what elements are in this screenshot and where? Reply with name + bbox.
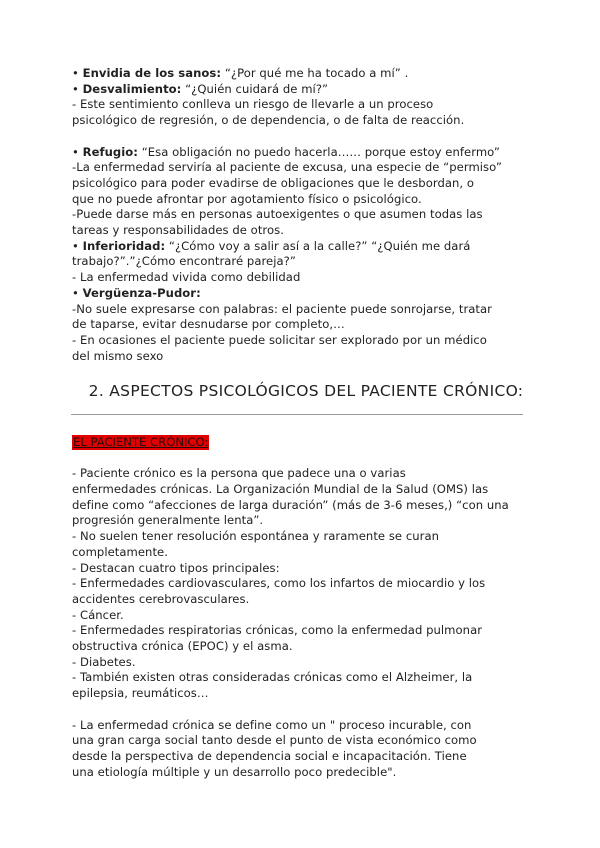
envidia-label: Envidia de los sanos: [82,66,222,80]
refugio-item: • Refugio: “Esa obligación no puedo hacerla…… porque estoy enfermo” [72,144,500,159]
paragraph-line: define como “afecciones de larga duración” (más de 3-6 meses,) “con una [72,497,509,512]
paragraph-line: -No suele expresarse con palabras: el paciente puede sonrojarse, tratar [72,301,492,316]
paragraph-line: - Cáncer. [72,607,124,622]
inferioridad-item: • Inferioridad: “¿Cómo voy a salir así a la calle?” “¿Quién me dará [72,238,471,253]
paragraph-line: completamente. [72,544,168,559]
refugio-label: Refugio: [82,144,138,159]
paragraph-line: trabajo?”.”¿Cómo encontraré pareja?” [72,254,296,269]
paragraph-line: - Destacan cuatro tipos principales: [72,560,280,575]
inferioridad-text: “¿Cómo voy a salir así a la calle?” “¿Quién me dará [165,238,471,253]
paragraph-line: que no puede afrontar por agotamiento físico o psicológico. [72,191,422,206]
paragraph-gap [72,702,540,718]
refugio-text: “Esa obligación no puedo hacerla…… porque estoy enfermo” [138,144,500,159]
paragraph-line: - No suelen tener resolución espontánea y raramente se curan [72,529,440,544]
paragraph-gap [72,129,540,145]
desvalimiento-text: “¿Quién cuidará de mí?” [181,81,329,96]
paragraph-line: - También existen otras consideradas crónicas como el Alzheimer, la [72,670,473,685]
paragraph-line: del mismo sexo [72,348,164,363]
inferioridad-label: Inferioridad: [82,238,166,253]
paragraph-line: - La enfermedad vivida como debilidad [72,270,301,285]
section-heading: 2. ASPECTOS PSICOLÓGICOS DEL PACIENTE CRÓNICO: [88,382,524,401]
paragraph-line: - Enfermedades cardiovasculares, como los infartos de miocardio y los [72,576,486,591]
paragraph-line: - Este sentimiento conlleva un riesgo de llevarle a un proceso [72,97,434,112]
paragraph-line: psicológico para poder evadirse de obligaciones que le desbordan, o [72,175,475,190]
horizontal-divider [71,414,523,415]
paragraph-line: epilepsia, reumáticos… [72,686,209,701]
envidia-text: “¿Por qué me ha tocado a mí” . [221,66,409,80]
paragraph-line: - En ocasiones el paciente puede solicitar ser explorado por un médico [72,332,487,347]
paragraph-line: - Diabetes. [72,654,136,669]
verguenza-item: • Vergüenza-Pudor: [72,285,201,300]
paragraph-line: psicológico de regresión, o de dependencia, o de falta de reacción. [72,113,465,128]
desvalimiento-label: Desvalimiento: [82,81,182,96]
paragraph-line: tareas y responsabilidades de otros. [72,223,284,238]
paragraph-line: - La enfermedad crónica se define como un " proceso incurable, con [72,717,472,732]
paragraph-line: una gran carga social tanto desde el punto de vista económico como [72,733,477,748]
paragraph-line: progresión generalmente lenta”. [72,513,264,528]
paragraph-line: accidentes cerebrovasculares. [72,591,250,606]
envidia-item: • Envidia de los sanos: “¿Por qué me ha tocado a mí” . [72,66,409,80]
paragraph-line: obstructiva crónica (EPOC) y el asma. [72,639,293,654]
desvalimiento-item: • Desvalimiento: “¿Quién cuidará de mí?” [72,81,329,96]
verguenza-label: Vergüenza-Pudor: [82,285,201,300]
paragraph-line: enfermedades crónicas. La Organización Mundial de la Salud (OMS) las [72,482,489,497]
paragraph-line: desde la perspectiva de dependencia social e incapacitación. Tiene [72,748,467,763]
paragraph-line: -Puede darse más en personas autoexigentes o que asumen todas las [72,207,483,222]
paragraph-line: - Paciente crónico es la persona que padece una o varias [72,466,406,481]
paragraph-line: -La enfermedad serviría al paciente de excusa, una especie de “permiso” [72,160,502,175]
paragraph-line: una etiología múltiple y un desarrollo poco predecible". [72,764,397,779]
highlighted-subheading: EL PACIENTE CRÓNICO: [73,435,209,450]
paragraph-line: - Enfermedades respiratorias crónicas, como la enfermedad pulmonar [72,623,483,638]
paragraph-line: de taparse, evitar desnudarse por completo,… [72,317,345,332]
